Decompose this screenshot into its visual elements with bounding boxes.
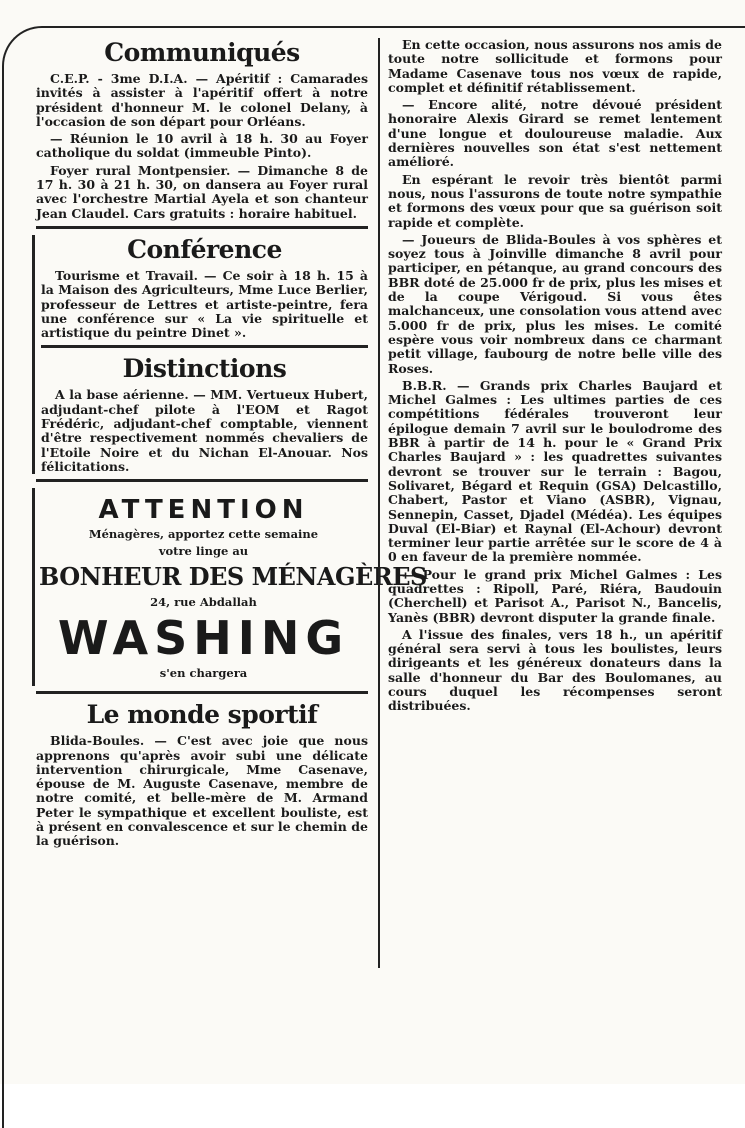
right-column xyxy=(388,38,722,717)
ad-line: votre linge au xyxy=(158,544,249,559)
ad-title: ATTENTION xyxy=(98,495,309,526)
communiques-heading: Communiqués xyxy=(104,38,300,67)
column-divider xyxy=(378,38,380,968)
distinctions-heading: Distinctions xyxy=(122,354,287,384)
article-paragraph: A l'issue des finales, vers 18 h., un apéritif général sera servi à tous les boulistes, leurs dirigeants et les généreux donateurs dans la salle d'honneur du Bar des Boulomanes, au cours duquel les récompenses seront distribuées. xyxy=(388,626,722,714)
washing-advertisement xyxy=(32,488,427,686)
article-paragraph: En cette occasion, nous assurons nos amis de toute notre sollicitude et formons pour Madame Casenave tous nos vœux de rapide, complet et définitif rétablissement. xyxy=(388,37,722,95)
ad-washing: WASHING xyxy=(57,611,350,666)
section-rule xyxy=(36,691,368,694)
distinctions-paragraph: A la base aérienne. — MM. Vertueux Hubert, adjudant-chef pilote à l'EOM et Ragot Frédéric, adjudant-chef comptable, viennent d'être respectivement nommés chevaliers de l'Etoile Noire et du Nichan El-Anouar. Nos félicitations. xyxy=(41,387,368,474)
ad-line: Ménagères, apportez cette semaine xyxy=(88,527,319,542)
monde-sportif-paragraph: Blida-Boules. — C'est avec joie que nous apprenons qu'après avoir subi une délicate intervention chirurgicale, Mme Casenave, épouse de M. Auguste Casenave, membre de notre comité, et belle-mère de M. Armand Peter le sympathique et excellent bouliste, est à présent en convalescence et sur le chemin de la guérison. xyxy=(36,733,368,849)
conference-section xyxy=(32,235,368,474)
article-paragraph: En espérant le revoir très bientôt parmi nous, nous l'assurons de toute notre sympathie et formons des vœux pour que sa guérison soit rapide et complète. xyxy=(388,171,722,230)
article-paragraph: B.B.R. — Grands prix Charles Baujard et Michel Galmes : Les ultimes parties de ces compétitions fédérales trouveront leur épilogue demain 7 avril sur le boulodrome des BBR à partir de 14 h. pour le « Grand Prix Charles Baujard » : les quadrettes suivantes devront se trouver sur le terrain : Bagou, Solivaret, Bégard et Requin (GSA) Delcastillo, Chabert, Pastor et Viano (ASBR), Vignau, Sennepin, Casset, Djadel (Médéa). Les équipes Duval (El-Biar) et Raynal (El-Achour) devront terminer leur partie arrêtée sur le score de 4 à 0 en faveur de la première nommée. xyxy=(388,377,722,565)
section-rule xyxy=(36,226,368,229)
ad-footer: s'en chargera xyxy=(159,666,248,681)
monde-sportif-heading: Le monde sportif xyxy=(86,700,318,730)
left-column xyxy=(36,38,427,852)
ad-address: 24, rue Abdallah xyxy=(150,595,257,610)
conference-paragraph: Tourisme et Travail. — Ce soir à 18 h. 15 à la Maison des Agriculteurs, Mme Luce Berlier, professeur de Lettres et artiste-peintre, fera une conférence sur « La vie spirituelle et artistique du peintre Dinet ». xyxy=(41,267,368,341)
communiques-paragraph: — Réunion le 10 avril à 18 h. 30 au Foyer catholique du soldat (immeuble Pinto). xyxy=(36,131,368,161)
section-rule xyxy=(36,479,368,482)
conference-heading-row xyxy=(41,235,368,265)
conference-heading: Conférence xyxy=(127,234,282,264)
communiques-paragraph: Foyer rural Montpensier. — Dimanche 8 de 17 h. 30 à 21 h. 30, on dansera au Foyer rural avec l'orchestre Martial Ayela et son chanteur Jean Claudel. Cars gratuits : horaire habituel. xyxy=(36,162,368,221)
ad-brand: BONHEUR DES MÉNAGÈRES xyxy=(39,562,427,592)
article-paragraph: — Pour le grand prix Michel Galmes : Les quadrettes : Ripoll, Paré, Riéra, Baudouin (Cherchell) et Parisot A., Parisot N., Bancelis, Yanès (BBR) devront disputer la grande finale. xyxy=(388,566,722,625)
article-paragraph: — Joueurs de Blida-Boules à vos sphères et soyez tous à Joinville dimanche 8 avril pour participer, en pétanque, au grand concours des BBR doté de 25.000 fr de prix, plus les mises et de la coupe Vérigoud. Si vous êtes malchanceux, une consolation vous attend avec 5.000 fr de prix, plus les mises. Le comité espère vous voir nombreux dans ce charmant petit village, faubourg de notre belle ville des Roses. xyxy=(388,231,722,376)
section-rule xyxy=(41,345,368,348)
communiques-paragraph: C.E.P. - 3me D.I.A. — Apéritif : Camarades invités à assister à l'apéritif offert à notre président d'honneur M. le colonel Delany, à l'occasion de son départ pour Orléans. xyxy=(36,71,368,129)
article-paragraph: — Encore alité, notre dévoué président honoraire Alexis Girard se remet lentement d'une longue et douloureuse maladie. Aux dernières nouvelles son état s'est nettement amélioré. xyxy=(388,97,722,170)
